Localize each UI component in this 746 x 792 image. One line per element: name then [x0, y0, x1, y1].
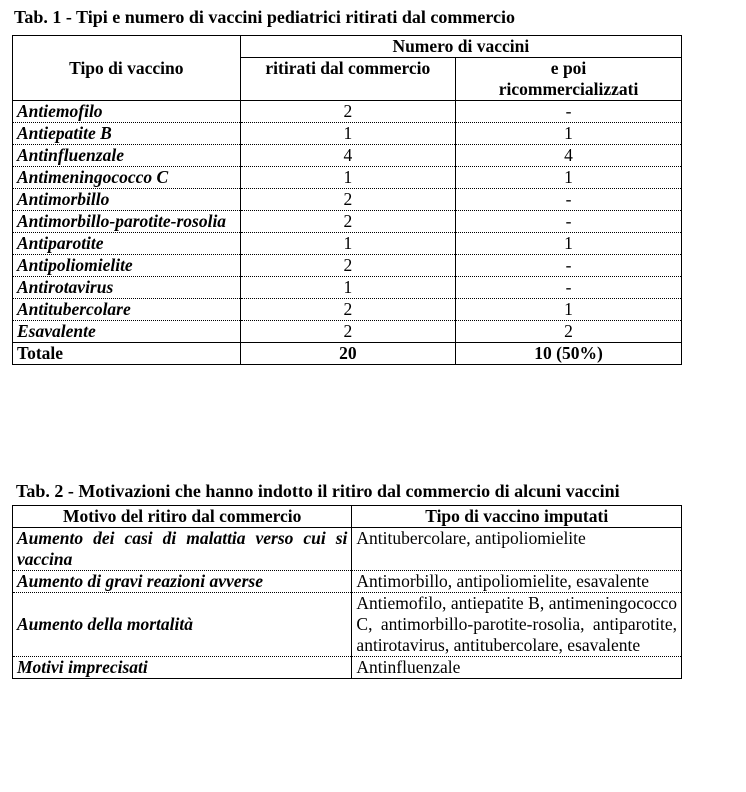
table2-body [13, 528, 682, 679]
header-remarketed: e poi ricommercializzati [456, 58, 682, 101]
table-row [13, 101, 682, 123]
total-withdrawn: 20 [240, 343, 455, 365]
withdrawal-reason: Aumento di gravi reazioni avverse [13, 571, 352, 593]
table1-body [13, 101, 682, 343]
withdrawn-count: 2 [240, 299, 455, 321]
implicated-vaccines: Antinfluenzale [352, 657, 682, 679]
vaccine-name: Antirotavirus [13, 277, 241, 299]
table-row [13, 233, 682, 255]
vaccine-name: Antimorbillo-parotite-rosolia [13, 211, 241, 233]
total-label: Totale [13, 343, 241, 365]
implicated-vaccines: Antiemofilo, antiepatite B, antimeningococco C, antimorbillo-parotite-rosolia, antiparotite, antirotavirus, antitubercolare, esavalente [352, 593, 682, 657]
vaccine-name: Antipoliomielite [13, 255, 241, 277]
table2-caption: Tab. 2 - Motivazioni che hanno indotto il ritiro dal commercio di alcuni vaccini [16, 481, 620, 501]
withdrawn-count: 1 [240, 123, 455, 145]
withdrawn-count: 2 [240, 101, 455, 123]
table-row [13, 571, 682, 593]
withdrawal-reasons-table [12, 505, 682, 679]
table1-caption: Tab. 1 - Tipi e numero di vaccini pediatrici ritirati dal commercio [14, 7, 515, 27]
table-row [13, 123, 682, 145]
remarketed-count: - [456, 101, 682, 123]
vaccine-name: Antitubercolare [13, 299, 241, 321]
table-row [13, 189, 682, 211]
implicated-vaccines: Antimorbillo, antipoliomielite, esavalente [352, 571, 682, 593]
remarketed-count: 2 [456, 321, 682, 343]
table-row [13, 211, 682, 233]
table-row [13, 299, 682, 321]
withdrawn-count: 4 [240, 145, 455, 167]
withdrawn-count: 1 [240, 277, 455, 299]
vaccine-name: Antiepatite B [13, 123, 241, 145]
remarketed-count: - [456, 255, 682, 277]
vaccines-withdrawn-table [12, 35, 682, 365]
header-withdrawn: ritirati dal commercio [240, 58, 455, 101]
remarketed-count: 1 [456, 123, 682, 145]
vaccine-name: Antiparotite [13, 233, 241, 255]
remarketed-count: 1 [456, 299, 682, 321]
remarketed-count: 1 [456, 233, 682, 255]
table-row [13, 255, 682, 277]
withdrawal-reason: Aumento della mortalità [13, 593, 352, 657]
table-row [13, 167, 682, 189]
header-number-of-vaccines: Numero di vaccini [240, 36, 681, 58]
table-row [13, 145, 682, 167]
withdrawn-count: 2 [240, 211, 455, 233]
withdrawn-count: 1 [240, 233, 455, 255]
implicated-vaccines: Antitubercolare, antipoliomielite [352, 528, 682, 571]
header-vaccine-type: Tipo di vaccino [13, 36, 241, 101]
remarketed-count: 4 [456, 145, 682, 167]
withdrawn-count: 2 [240, 255, 455, 277]
table-row [13, 657, 682, 679]
table-row [13, 593, 682, 657]
withdrawn-count: 2 [240, 321, 455, 343]
remarketed-count: - [456, 189, 682, 211]
remarketed-count: - [456, 277, 682, 299]
total-remarketed: 10 (50%) [456, 343, 682, 365]
header-reason: Motivo del ritiro dal commercio [13, 506, 352, 528]
vaccine-name: Antimorbillo [13, 189, 241, 211]
remarketed-count: - [456, 211, 682, 233]
withdrawn-count: 2 [240, 189, 455, 211]
remarketed-count: 1 [456, 167, 682, 189]
header-implicated-vaccines: Tipo di vaccino imputati [352, 506, 682, 528]
total-row [13, 343, 682, 365]
vaccine-name: Antiemofilo [13, 101, 241, 123]
vaccine-name: Antimeningococco C [13, 167, 241, 189]
vaccine-name: Esavalente [13, 321, 241, 343]
table-row [13, 321, 682, 343]
withdrawal-reason: Aumento dei casi di malattia verso cui si vaccina [13, 528, 352, 571]
withdrawn-count: 1 [240, 167, 455, 189]
withdrawal-reason: Motivi imprecisati [13, 657, 352, 679]
vaccine-name: Antinfluenzale [13, 145, 241, 167]
table-row [13, 277, 682, 299]
table-row [13, 528, 682, 571]
